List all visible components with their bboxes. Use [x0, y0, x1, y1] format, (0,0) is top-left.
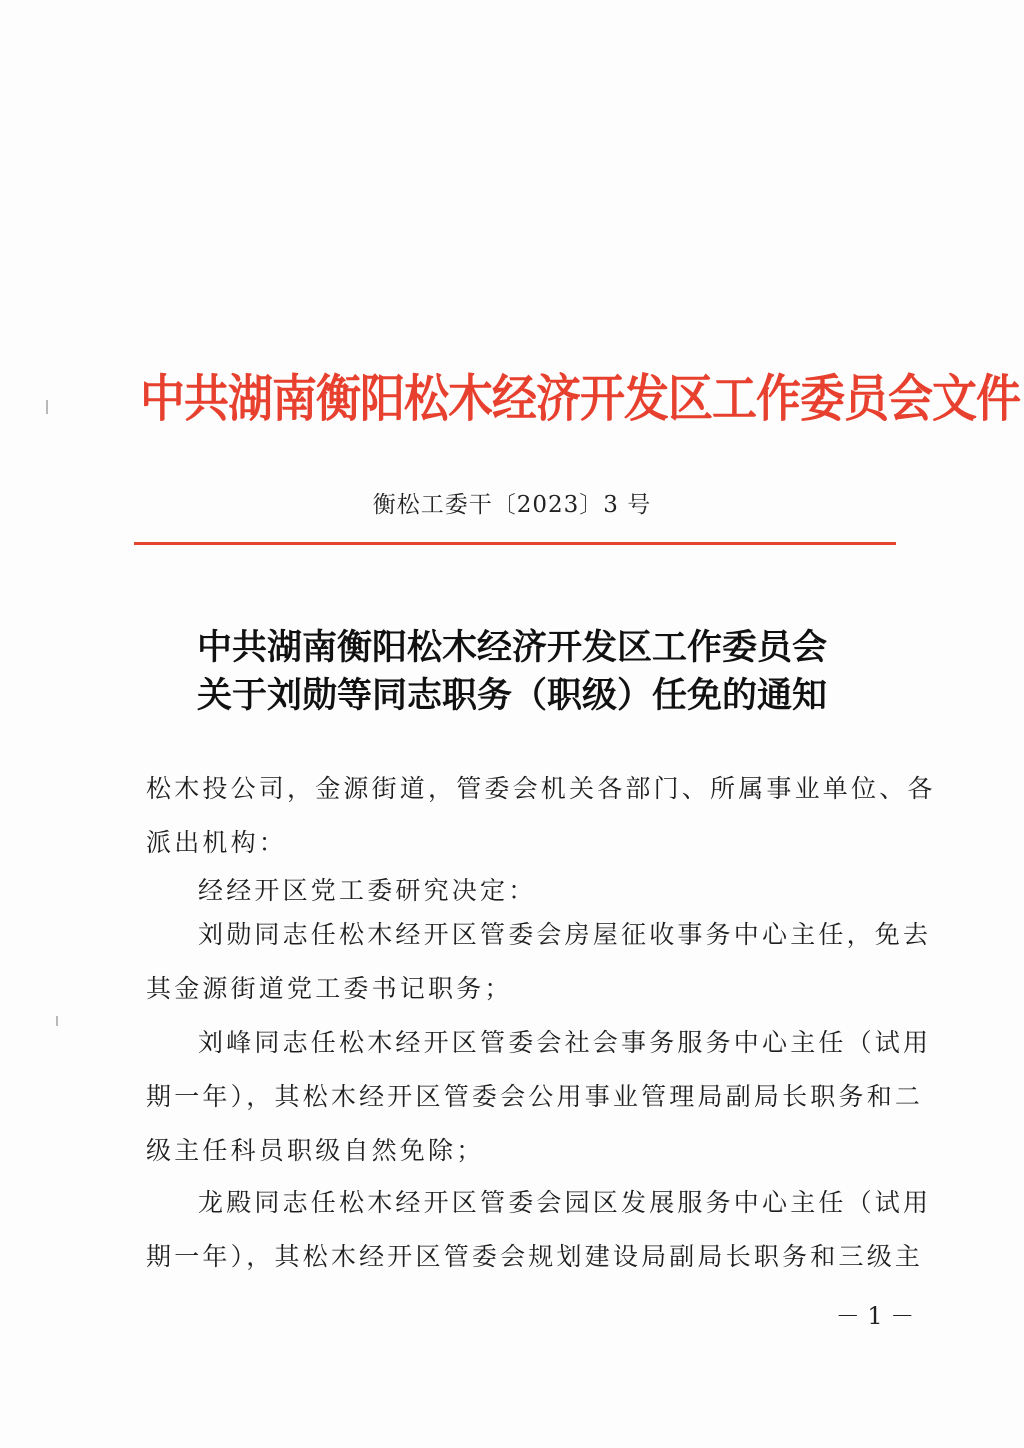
appointment-paragraph-line: 期一年），其松木经开区管委会规划建设局副局长职务和三级主	[146, 1242, 924, 1271]
appointment-paragraph-line: 期一年），其松木经开区管委会公用事业管理局副局长职务和二	[146, 1082, 924, 1111]
decision-intro: 经经开区党工委研究决定：	[198, 876, 537, 905]
scan-artifact	[46, 400, 48, 414]
appointment-paragraph-line: 刘勋同志任松木经开区管委会房屋征收事务中心主任，免去	[198, 920, 932, 949]
appointment-paragraph-line: 龙殿同志任松木经开区管委会园区发展服务中心主任（试用	[198, 1188, 932, 1217]
red-separator-line	[134, 542, 896, 545]
addressee-line-1: 松木投公司，金源街道，管委会机关各部门、所属事业单位、各	[146, 774, 936, 803]
document-number: 衡松工委干〔2023〕3 号	[372, 492, 652, 518]
addressee-line-2: 派出机构：	[146, 828, 288, 857]
appointment-paragraph-line: 级主任科员职级自然免除；	[146, 1136, 485, 1165]
red-header-masthead: 中共湖南衡阳松木经济开发区工作委员会文件	[140, 369, 1021, 429]
appointment-paragraph-line: 刘峰同志任松木经开区管委会社会事务服务中心主任（试用	[198, 1028, 932, 1057]
notice-title-line-2: 关于刘勋等同志职务（职级）任免的通知	[196, 675, 827, 716]
scan-artifact	[56, 1016, 58, 1026]
appointment-paragraph-line: 其金源街道党工委书记职务；	[146, 974, 513, 1003]
notice-title-line-1: 中共湖南衡阳松木经济开发区工作委员会	[196, 627, 827, 668]
page-number: － 1 －	[835, 1302, 915, 1330]
